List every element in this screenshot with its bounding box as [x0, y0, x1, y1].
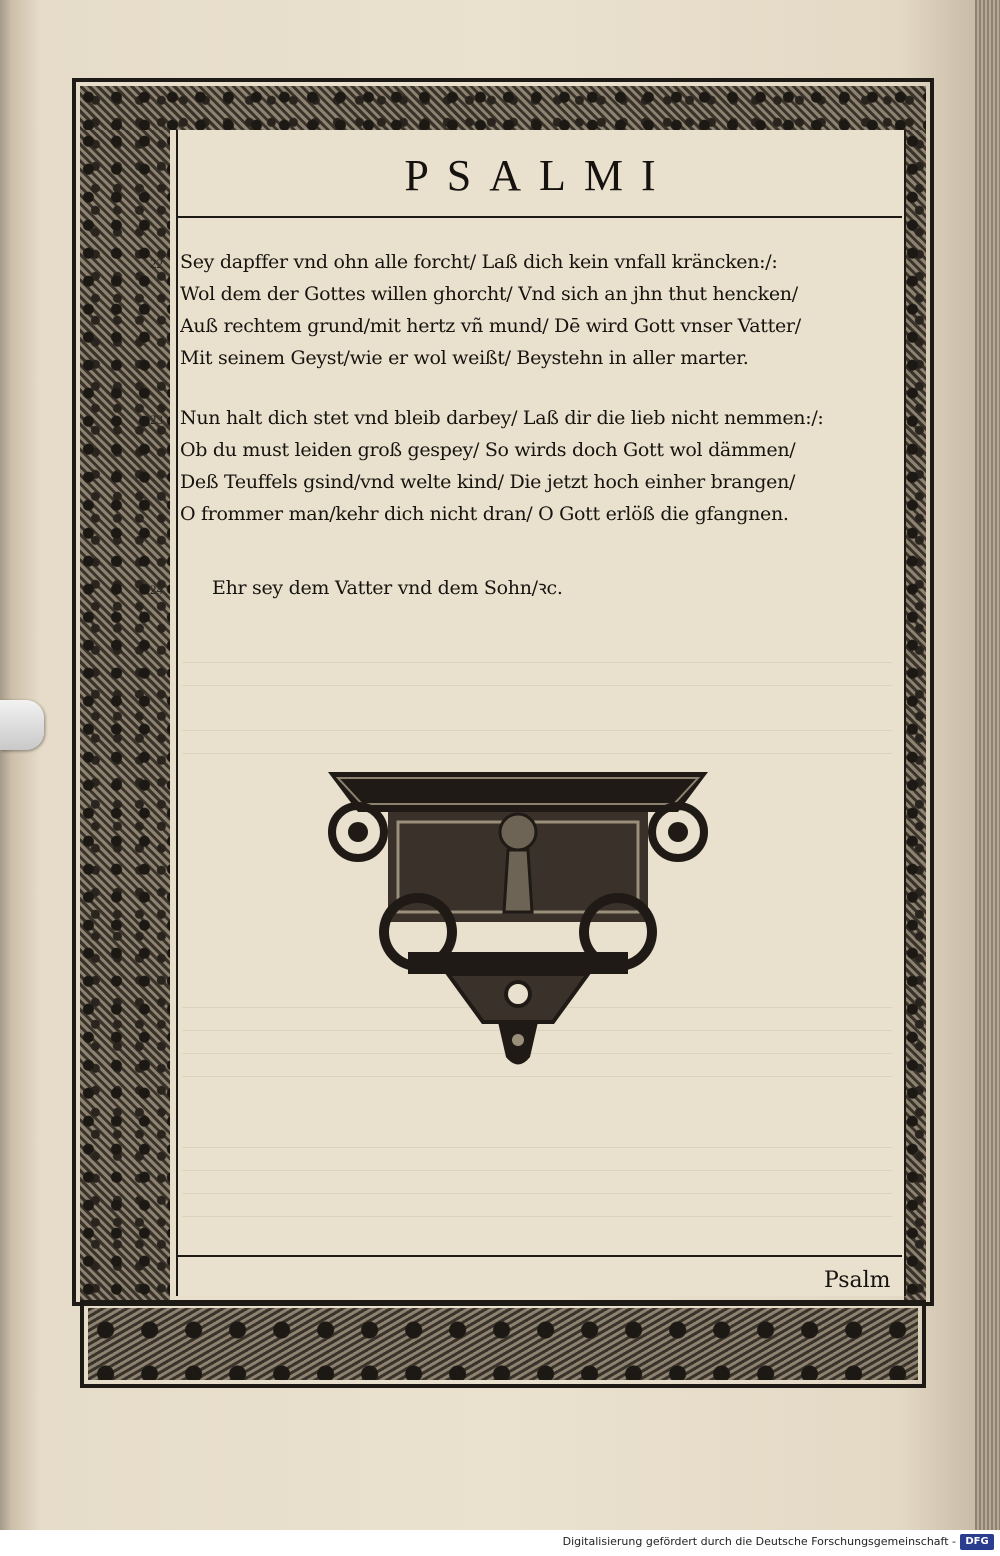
verse-line: Ob du must leiden groß gespey/ So wirds doch Gott wol dämmen/	[180, 439, 796, 461]
footer-bar	[0, 1530, 1000, 1556]
verse-line: Sey dapffer vnd ohn alle forcht/ Laß dich kein vnfall kräncken:/:	[180, 251, 778, 273]
verse-23	[180, 402, 896, 530]
page-clip	[0, 700, 44, 750]
ornament-border-left	[80, 130, 170, 1300]
verse-line: Auß rechtem grund/mit hertz vñ mund/ Dē wird Gott vnser Vatter/	[180, 315, 801, 337]
verse-line: Wol dem der Gottes willen ghorcht/ Vnd sich an jhn thut hencken/	[180, 283, 798, 305]
ornament-border-top	[80, 86, 926, 130]
ornament-border-right	[904, 130, 926, 1300]
running-title: PSALMI	[404, 151, 674, 200]
printers-ornament	[318, 772, 718, 1072]
show-through-text	[182, 640, 892, 754]
dfg-logo: DFG	[960, 1534, 994, 1550]
verse-line: Ehr sey dem Vatter vnd dem Sohn/ꝛc.	[212, 577, 563, 599]
verse-line: Nun halt dich stet vnd bleib darbey/ Laß dir die lieb nicht nemmen:/:	[180, 407, 824, 429]
page-edges	[975, 0, 1000, 1530]
funding-credit: Digitalisierung gefördert durch die Deutsche Forschungsgemeinschaft -	[562, 1535, 956, 1548]
footer-rule	[176, 1255, 902, 1257]
verse-line: O frommer man/kehr dich nicht dran/ O Gott erlöß die gfangnen.	[180, 503, 789, 525]
ornament-border-bottom	[80, 1300, 926, 1388]
catchword: Psalm	[824, 1268, 891, 1293]
header-rule	[176, 216, 902, 218]
verse-line: Mit seinem Geyst/wie er wol weißt/ Beystehn in aller marter.	[180, 347, 749, 369]
verse-22	[180, 246, 896, 374]
verse-line: Deß Teuffels gsind/vnd welte kind/ Die jetzt hoch einher brangen/	[180, 471, 796, 493]
verse-number: 22	[150, 256, 163, 271]
verse-24	[212, 572, 928, 604]
verse-number: 24	[150, 582, 163, 597]
verse-number: 23	[150, 412, 163, 427]
